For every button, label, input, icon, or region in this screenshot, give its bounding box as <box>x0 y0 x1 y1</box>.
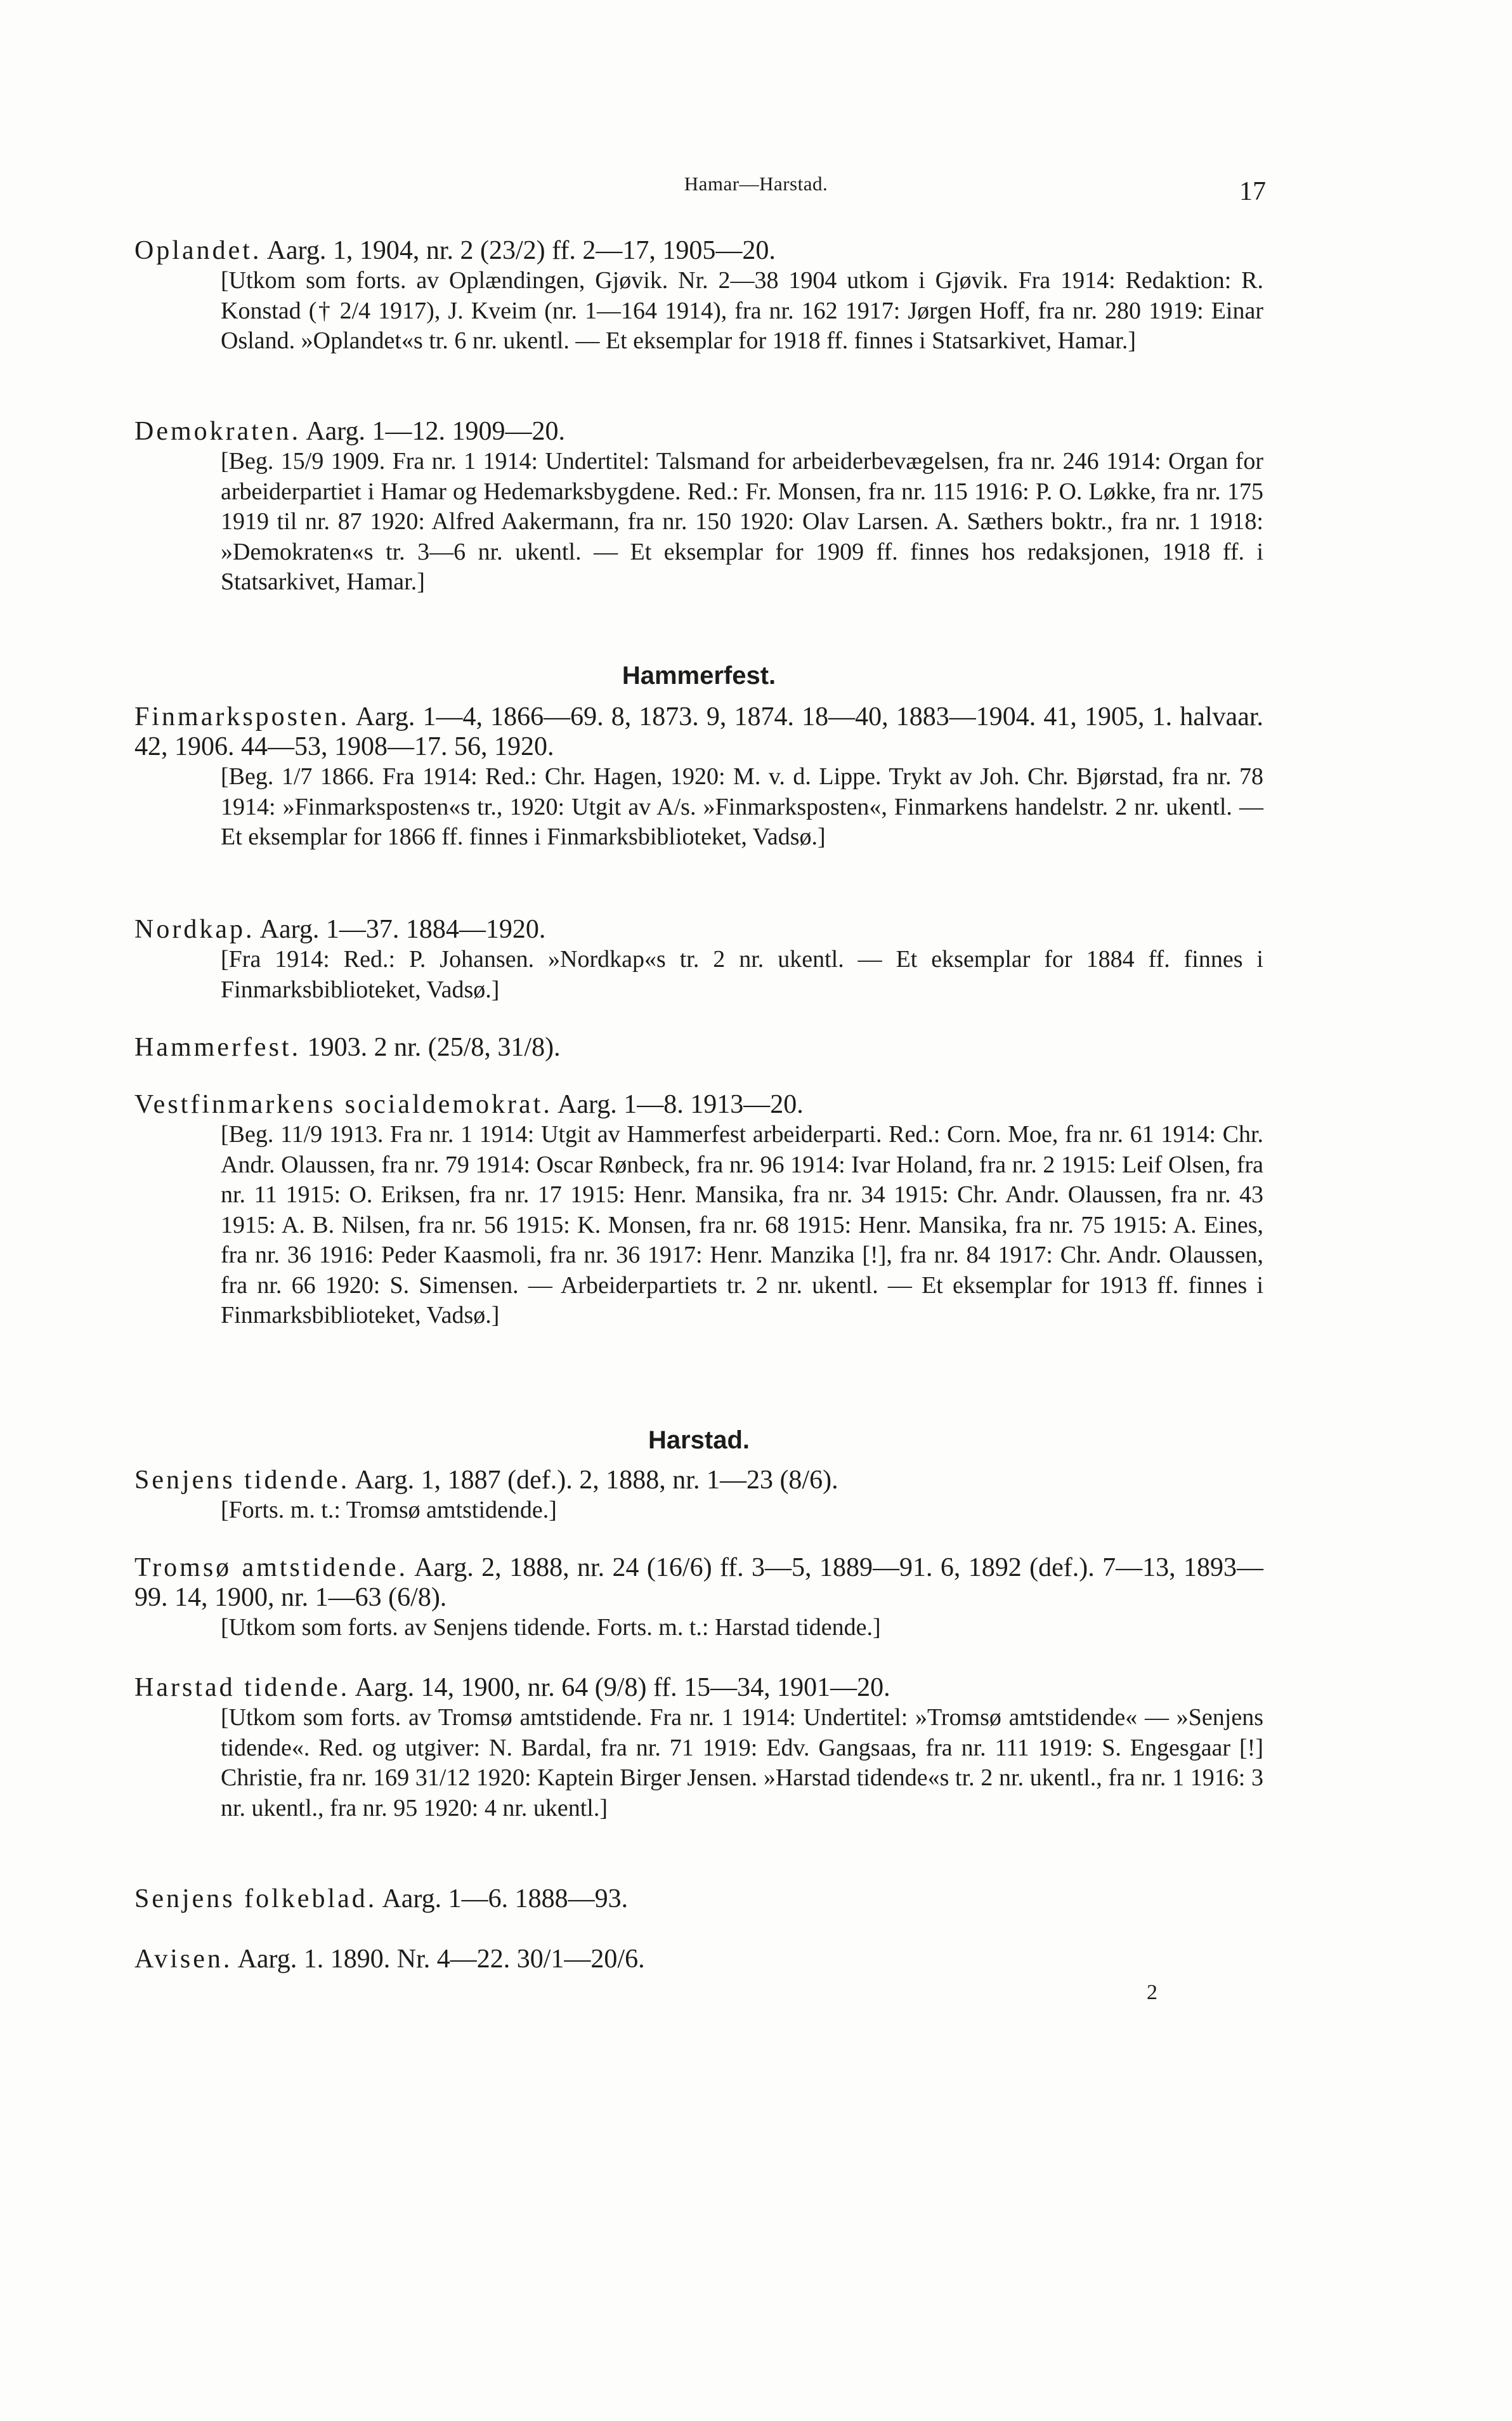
entry-detail: [Forts. m. t.: Tromsø amtstidende.] <box>221 1497 557 1523</box>
entry-title: Tromsø amtstidende. <box>134 1553 408 1582</box>
entry-harstad-tidende <box>134 1673 1263 1823</box>
entry-summary: Aarg. 2, 1888, nr. 24 (16/6) ff. 3—5, 1889—91. 6, 1892 (def.). 7—13, 1893—99. 14, 1900, nr. 1—63 (6/8). <box>134 1553 1263 1612</box>
section-heading-hammerfest: Hammerfest. <box>622 662 776 690</box>
entry-summary: Aarg. 1—6. 1888—93. <box>382 1884 629 1913</box>
page-number: 17 <box>1239 177 1266 206</box>
entry-detail: [Utkom som forts. av Oplændingen, Gjøvik. Nr. 2—38 1904 utkom i Gjøvik. Fra 1914: Redaktion: R. Konstad († 2/4 1917), J. Kveim (nr. 1—164 1914), fra nr. 162 1917: Jørgen Hoff, fra nr. 280 1919: Einar Osland. »Oplandet«s tr. 6 nr. ukentl. — Et eksemplar for 1918 ff. finnes i Statsarkivet, Hamar.] <box>221 267 1263 354</box>
entry-hammerfest <box>134 1033 1263 1063</box>
entry-senjens-folkeblad <box>134 1884 1263 1914</box>
entry-detail: [Utkom som forts. av Senjens tidende. Forts. m. t.: Harstad tidende.] <box>221 1614 881 1641</box>
entry-summary: Aarg. 1, 1887 (def.). 2, 1888, nr. 1—23 (8/6). <box>355 1466 838 1495</box>
entry-detail: [Beg. 11/9 1913. Fra nr. 1 1914: Utgit av Hammerfest arbeiderparti. Red.: Corn. Moe, fra nr. 61 1914: Chr. Andr. Olaussen, fra nr. 79 1914: Oscar Rønbeck, fra nr. 96 1914: Ivar Holand, fra nr. 2 1915: Leif Olsen, fra nr. 11 1915: O. Eriksen, fra nr. 17 1915: Henr. Mansika, fra nr. 34 1915: Chr. Andr. Olaussen, fra nr. 43 1915: A. B. Nilsen, fra nr. 56 1915: K. Monsen, fra nr. 68 1915: Henr. Mansika, fra nr. 75 1915: A. Eines, fra nr. 36 1916: Peder Kaasmoli, fra nr. 36 1917: Henr. Manzika [!], fra nr. 84 1917: Chr. Andr. Olaussen, fra nr. 66 1920: S. Simensen. — Arbeiderpartiets tr. 2 nr. ukentl. — Et eksemplar for 1913 ff. finnes i Finmarksbiblioteket, Vadsø.] <box>221 1121 1263 1329</box>
entry-avisen <box>134 1945 1263 1974</box>
entry-title: Vestfinmarkens socialdemokrat. <box>134 1090 552 1119</box>
entry-summary: Aarg. 1—37. 1884—1920. <box>259 915 546 944</box>
entry-finmarksposten <box>134 702 1263 853</box>
entry-summary: Aarg. 1—12. 1909—20. <box>306 417 565 446</box>
entry-summary: Aarg. 1. 1890. Nr. 4—22. 30/1—20/6. <box>237 1945 645 1974</box>
entry-title: Demokraten. <box>134 417 301 446</box>
entry-title: Oplandet. <box>134 236 262 265</box>
signature-mark: 2 <box>1147 1981 1157 2004</box>
entry-summary: Aarg. 1, 1904, nr. 2 (23/2) ff. 2—17, 1905—20. <box>266 236 776 265</box>
entry-summary: Aarg. 14, 1900, nr. 64 (9/8) ff. 15—34, 1901—20. <box>355 1673 890 1702</box>
entry-summary: Aarg. 1—4, 1866—69. 8, 1873. 9, 1874. 18—40, 1883—1904. 41, 1905, 1. halvaar. 42, 1906. 44—53, 1908—17. 56, 1920. <box>134 702 1264 761</box>
entry-title: Senjens tidende. <box>134 1466 350 1495</box>
entry-summary: Aarg. 1—8. 1913—20. <box>557 1090 804 1119</box>
entry-vestfinmarkens-socialdemokrat <box>134 1090 1263 1331</box>
entry-summary: 1903. 2 nr. (25/8, 31/8). <box>307 1033 561 1062</box>
entry-title: Senjens folkeblad. <box>134 1884 377 1913</box>
entry-title: Finmarksposten. <box>134 702 349 732</box>
entry-detail: [Fra 1914: Red.: P. Johansen. »Nordkap«s tr. 2 nr. ukentl. — Et eksemplar for 1884 ff. finnes i Finmarksbiblioteket, Vadsø.] <box>221 946 1263 1003</box>
entry-senjens-tidende <box>134 1466 1263 1526</box>
entry-title: Avisen. <box>134 1945 233 1974</box>
entry-oplandet <box>134 236 1263 357</box>
running-head: Hamar—Harstad. <box>684 173 828 195</box>
section-heading-harstad: Harstad. <box>648 1426 750 1454</box>
entry-tromso-amtstidende <box>134 1553 1263 1643</box>
entry-detail: [Beg. 15/9 1909. Fra nr. 1 1914: Undertitel: Talsmand for arbeiderbevægelsen, fra nr. 246 1914: Organ for arbeiderpartiet i Hamar og Hedemarksbygdene. Red.: Fr. Monsen, fra nr. 115 1916: P. O. Løkke, fra nr. 175 1919 til nr. 87 1920: Alfred Aakermann, fra nr. 150 1920: Olav Larsen. A. Sæthers boktr., fra nr. 1 1918: »Demokraten«s tr. 3—6 nr. ukentl. — Et eksemplar for 1909 ff. finnes hos redaksjonen, 1918 ff. i Statsarkivet, Hamar.] <box>221 448 1263 595</box>
entry-nordkap <box>134 915 1263 1005</box>
entry-detail: [Utkom som forts. av Tromsø amtstidende. Fra nr. 1 1914: Undertitel: »Tromsø amtstidende« — »Senjens tidende«. Red. og utgiver: N. Bardal, fra nr. 71 1919: Edv. Gangsaas, fra nr. 111 1919: S. Engesgaar [!] Christie, fra nr. 169 31/12 1920: Kaptein Birger Jensen. »Harstad tidende«s tr. 2 nr. ukentl., fra nr. 1 1916: 3 nr. ukentl., fra nr. 95 1920: 4 nr. ukentl.] <box>221 1704 1263 1821</box>
entry-detail: [Beg. 1/7 1866. Fra 1914: Red.: Chr. Hagen, 1920: M. v. d. Lippe. Trykt av Joh. Chr. Bjørstad, fra nr. 78 1914: »Finmarksposten«s tr., 1920: Utgit av A/s. »Finmarksposten«, Finmarkens handelstr. 2 nr. ukentl. — Et eksemplar for 1866 ff. finnes i Finmarksbiblioteket, Vadsø.] <box>221 763 1263 850</box>
entry-title: Hammerfest. <box>134 1033 301 1062</box>
entry-demokraten <box>134 417 1263 598</box>
entry-title: Harstad tidende. <box>134 1673 350 1702</box>
entry-title: Nordkap. <box>134 915 255 944</box>
